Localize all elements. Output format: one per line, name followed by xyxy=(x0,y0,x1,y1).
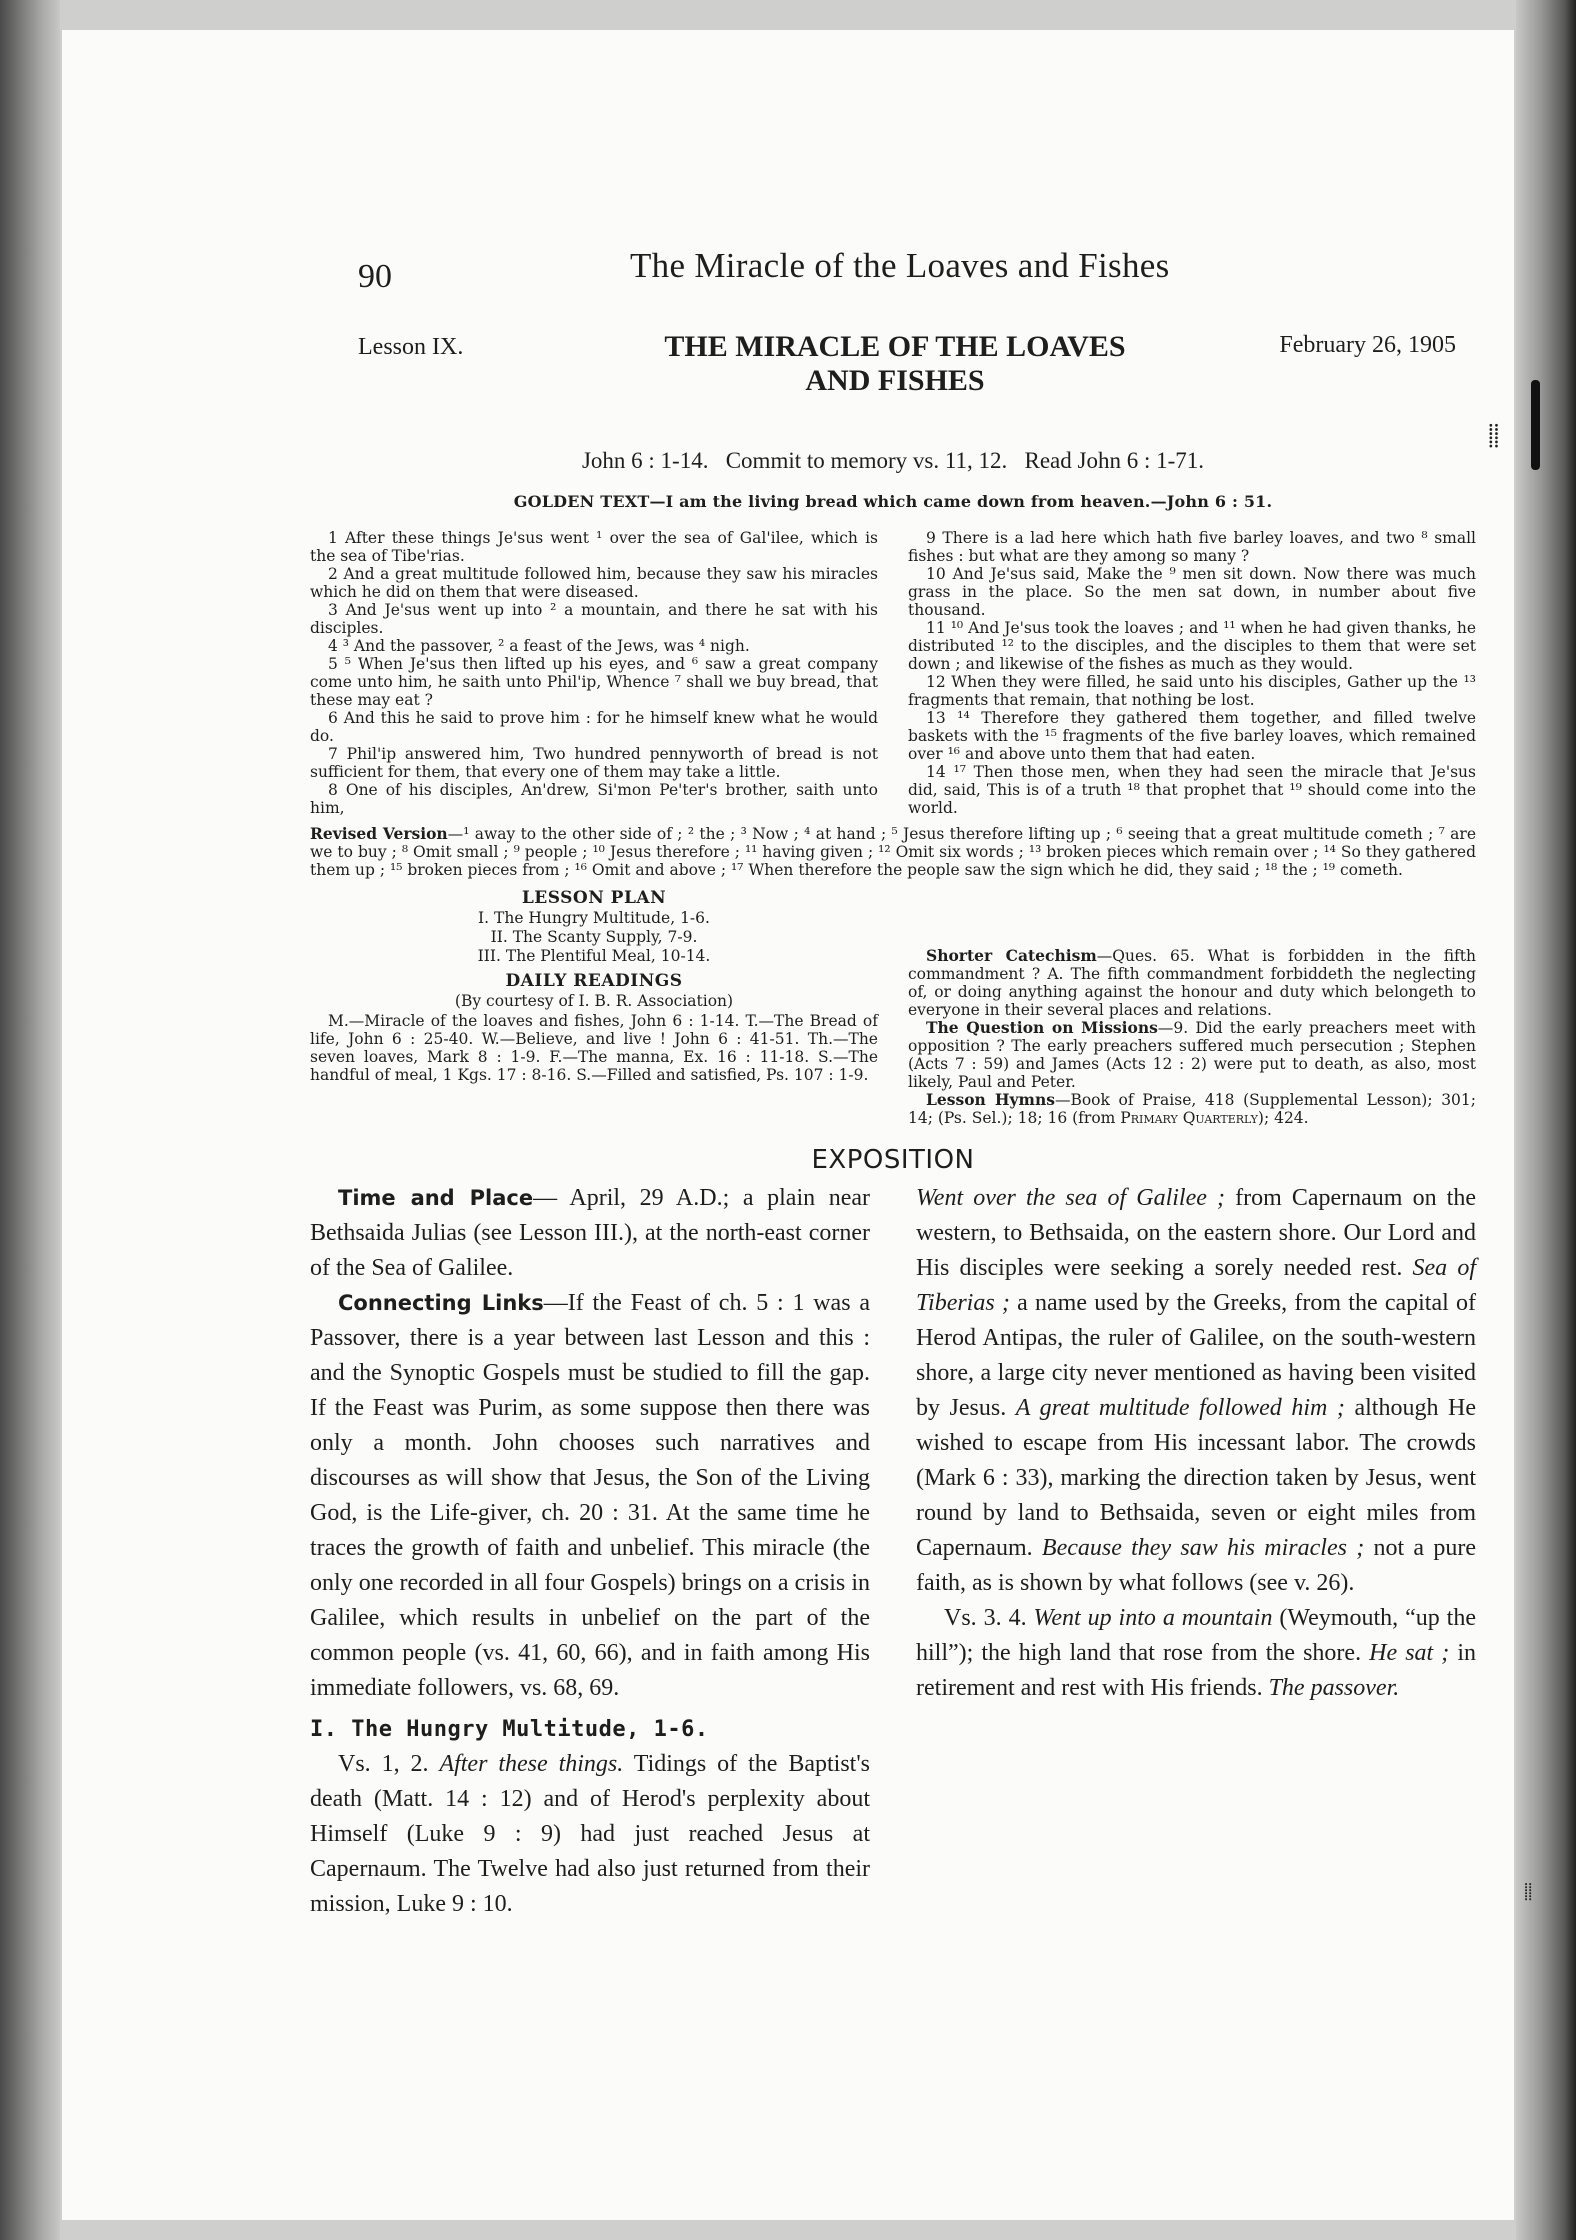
verse: 10 And Je'sus said, Make the ⁹ men sit down. Now there was much grass in the place. So the men sat down, in number about five thousand. xyxy=(908,565,1476,619)
verse: 13 ¹⁴ Therefore they gathered them together, and filled twelve baskets with the ¹⁵ fragments of the five barley loaves, which remained over ¹⁶ and above unto them that had eaten. xyxy=(908,709,1476,763)
missions-text: —9. Did the early preachers meet with opposition ? The early preachers suffered much persecution ; Stephen (Acts 7 : 59) and James (Acts 12 : 2) were put to death, as also, most likely, Paul and Peter. xyxy=(908,1019,1476,1091)
book-page xyxy=(62,30,1533,2220)
verses-column-right xyxy=(908,529,1476,817)
note-phrase: A great multitude followed him ; xyxy=(1015,1395,1345,1421)
note-phrase: He sat ; xyxy=(1369,1640,1450,1666)
margin-mark-icon: ⸽⸽ xyxy=(1488,424,1500,449)
verses-column-left xyxy=(310,529,878,817)
revised-version-text: —¹ away to the other side of ; ² the ; ³ Now ; ⁴ at hand ; ⁵ Jesus therefore lifting up ; ⁶ seeing that a great multitude cometh ; ⁷ are we to buy ; ⁸ Omit small ; ⁹ people ; ¹⁰ Jesus therefore ; ¹¹ having given ; ¹² Omit six words ; ¹³ broken pieces which remain over ; ¹⁴ So they gathered them up ; ¹⁵ broken pieces from ; ¹⁶ Omit and above ; ¹⁷ When therefore the people saw the sign which he did, they said ; ¹⁸ the ; ¹⁹ cometh. xyxy=(310,825,1476,879)
margin-mark-icon-2: ⸽⸽ xyxy=(1524,1882,1533,1901)
note-phrase: The passover. xyxy=(1268,1675,1400,1701)
verse: 11 ¹⁰ And Je'sus took the loaves ; and ¹¹ when he had given thanks, he distributed ¹² to the disciples, and the disciples to them that were set down ; and likewise of the fishes as much as they would. xyxy=(908,619,1476,673)
page-number: 90 xyxy=(358,258,392,295)
verse: 4 ³ And the passover, ² a feast of the Jews, was ⁴ nigh. xyxy=(328,637,750,655)
time-and-place xyxy=(310,1181,870,1286)
scripture-reference: John 6 : 1-14. Commit to memory vs. 11, 12. Read John 6 : 1-71. xyxy=(581,448,1205,473)
note-phrase: Because they saw his miracles ; xyxy=(1041,1535,1365,1561)
links-text: —If the Feast of ch. 5 : 1 was a Passover, there is a year between last Lesson and this : and the Synoptic Gospels must be studied to fill the gap. If the Feast was Purim, as some suppose then there was only a month. John chooses such narratives and discourses as will show that Jesus, the Son of the Living God, is the Life-giver, ch. 20 : 31. At the same time he traces the growth of faith and unbelief. This miracle (the only one recorded in all four Gospels) brings on a crisis in Galilee, which results in unbelief on the part of the common people (vs. 41, 60, 66), and in faith among His immediate followers, vs. 68, 69. xyxy=(310,1290,870,1701)
book-spine-shadow xyxy=(0,0,60,2240)
lesson-title: THE MIRACLE OF THE LOAVES AND FISHES xyxy=(664,330,1126,397)
verses-1-2-note-continued xyxy=(916,1181,1476,1601)
missions xyxy=(908,1019,1476,1091)
edge-mark xyxy=(1531,380,1540,470)
note-phrase: Went up into a mountain xyxy=(1033,1605,1273,1631)
catechism-text: —Ques. 65. What is forbidden in the fifth commandment ? A. The fifth commandment forbiddeth the neglecting of, or doing anything against the honour and duty which belongeth to everyone in their several places and relations. xyxy=(908,947,1476,1019)
revised-version-label: Revised Version xyxy=(310,824,448,843)
lesson-date: February 26, 1905 xyxy=(1279,332,1456,358)
section-heading: I. The Hungry Multitude, 1-6. xyxy=(310,1717,709,1742)
missions-label: The Question on Missions xyxy=(926,1018,1158,1037)
lesson-plan-item: I. The Hungry Multitude, 1-6. xyxy=(478,909,710,927)
lesson-heading xyxy=(310,330,1476,430)
note-text: not a pure faith, as is shown by what follows (see v. 26). xyxy=(916,1535,1477,1596)
time-place-label: Time and Place xyxy=(338,1186,534,1210)
lesson-plan-list xyxy=(310,909,878,966)
daily-readings-courtesy: (By courtesy of I. B. R. Association) xyxy=(454,992,734,1010)
note-text: (Weymouth, “up the hill”); the high land that rose from the shore. xyxy=(916,1605,1476,1666)
catechism-label: Shorter Catechism xyxy=(926,946,1097,965)
time-place-text: — April, 29 A.D.; a plain near Bethsaida Julias (see Lesson III.), at the north-east corner of the Sea of Galilee. xyxy=(310,1185,871,1281)
note-text: Tidings of the Baptist's death (Matt. 14 : 12) and of Herod's perplexity about Himself (Luke 9 : 9) had just reached Jesus at Capernaum. The Twelve had also just returned from their mission, Luke 9 : 10. xyxy=(310,1751,870,1917)
revised-version-notes xyxy=(310,825,1476,879)
hymns-label: Lesson Hymns xyxy=(926,1090,1055,1109)
verse: 3 And Je'sus went up into ² a mountain, and there he sat with his disciples. xyxy=(310,601,878,637)
verse: 14 ¹⁷ Then those men, when they had seen the miracle that Je'sus did, said, This is of a truth ¹⁸ that prophet that ¹⁹ should come into the world. xyxy=(908,763,1476,817)
page-content xyxy=(310,210,1476,1922)
book-edge-shadow xyxy=(1516,0,1576,2240)
hymns xyxy=(908,1091,1476,1127)
running-head xyxy=(310,210,1476,295)
verse: 5 ⁵ When Je'sus then lifted up his eyes, and ⁶ saw a great company come unto him, he saith unto Phil'ip, Whence ⁷ shall we buy bread, that these may eat ? xyxy=(310,655,878,709)
lesson-plan-item: III. The Plentiful Meal, 10-14. xyxy=(477,947,711,965)
hymns-text: —Book of Praise, 418 (Supplemental Lesson); 301; 14; (Ps. Sel.); 18; 16 (from xyxy=(908,1091,1476,1127)
note-lead: Vs. 3. 4. xyxy=(944,1605,1034,1631)
golden-text: GOLDEN TEXT—I am the living bread which came down from heaven.—John 6 : 51. xyxy=(513,492,1273,511)
hymns-quarterly: Primary Quarterly xyxy=(1120,1109,1258,1127)
lesson-aids-right xyxy=(908,883,1476,1127)
verse: 6 And this he said to prove him : for he himself knew what he would do. xyxy=(310,709,878,745)
exposition-column-right xyxy=(916,1181,1476,1922)
scripture-verses xyxy=(310,529,1476,817)
verse: 7 Phil'ip answered him, Two hundred pennyworth of bread is not sufficient for them, that every one of them may take a little. xyxy=(310,745,878,781)
verse: 2 And a great multitude followed him, because they saw his miracles which he did on them that were diseased. xyxy=(310,565,878,601)
exposition-body xyxy=(310,1181,1476,1922)
lesson-plan-item: II. The Scanty Supply, 7-9. xyxy=(490,928,698,946)
lesson-aids-left xyxy=(310,883,878,1127)
note-text: in retirement and rest with His friends. xyxy=(916,1640,1476,1701)
note-text: although He wished to escape from His incessant labor. The crowds (Mark 6 : 33), marking the direction taken by Jesus, went round by land to Bethsaida, seven or eight miles from Capernaum. xyxy=(916,1395,1476,1561)
lesson-number: Lesson IX. xyxy=(358,334,464,360)
verses-1-2-note xyxy=(310,1747,870,1922)
catechism xyxy=(908,947,1476,1019)
verses-3-4-note xyxy=(916,1601,1476,1706)
lesson-plan-heading: LESSON PLAN xyxy=(521,888,667,908)
links-label: Connecting Links xyxy=(338,1291,544,1315)
running-title: The Miracle of the Loaves and Fishes xyxy=(630,246,1170,285)
verse: 8 One of his disciples, An'drew, Si'mon Pe'ter's brother, saith unto him, xyxy=(310,781,878,817)
daily-readings-heading: DAILY READINGS xyxy=(505,971,683,991)
exposition-heading: EXPOSITION xyxy=(811,1145,975,1175)
verse: 9 There is a lad here which hath five barley loaves, and two ⁸ small fishes : but what are they among so many ? xyxy=(908,529,1476,565)
note-phrase: After these things. xyxy=(439,1751,624,1777)
daily-readings-text: M.—Miracle of the loaves and fishes, John 6 : 1-14. T.—The Bread of life, John 6 : 25-40. W.—Believe, and live ! John 6 : 41-51. Th.—The seven loaves, Mark 8 : 1-9. F.—The manna, Ex. 16 : 11-18. S.—The handful of meal, 1 Kgs. 17 : 8-16. S.—Filled and satisfied, Ps. 107 : 1-9. xyxy=(310,1012,878,1084)
note-lead: Vs. 1, 2. xyxy=(338,1751,440,1777)
verse: 12 When they were filled, he said unto his disciples, Gather up the ¹³ fragments that remain, that nothing be lost. xyxy=(908,673,1476,709)
verse: 1 After these things Je'sus went ¹ over the sea of Gal'ilee, which is the sea of Tibe'rias. xyxy=(310,529,878,565)
exposition-column-left xyxy=(310,1181,870,1922)
hymns-tail: ); 424. xyxy=(1257,1109,1309,1127)
note-phrase: Sea of Tiberias ; xyxy=(916,1255,1477,1316)
note-text: a name used by the Greeks, from the capital of Herod Antipas, the ruler of Galilee, on the south-western shore, a large city never mentioned as having been visited by Jesus. xyxy=(916,1290,1476,1421)
note-phrase: Went over the sea of Galilee ; xyxy=(916,1185,1225,1211)
note-text: from Capernaum on the western, to Bethsaida, on the eastern shore. Our Lord and His disciples were seeking a sorely needed rest. xyxy=(916,1185,1476,1281)
lesson-aids xyxy=(310,883,1476,1127)
connecting-links xyxy=(310,1286,870,1706)
